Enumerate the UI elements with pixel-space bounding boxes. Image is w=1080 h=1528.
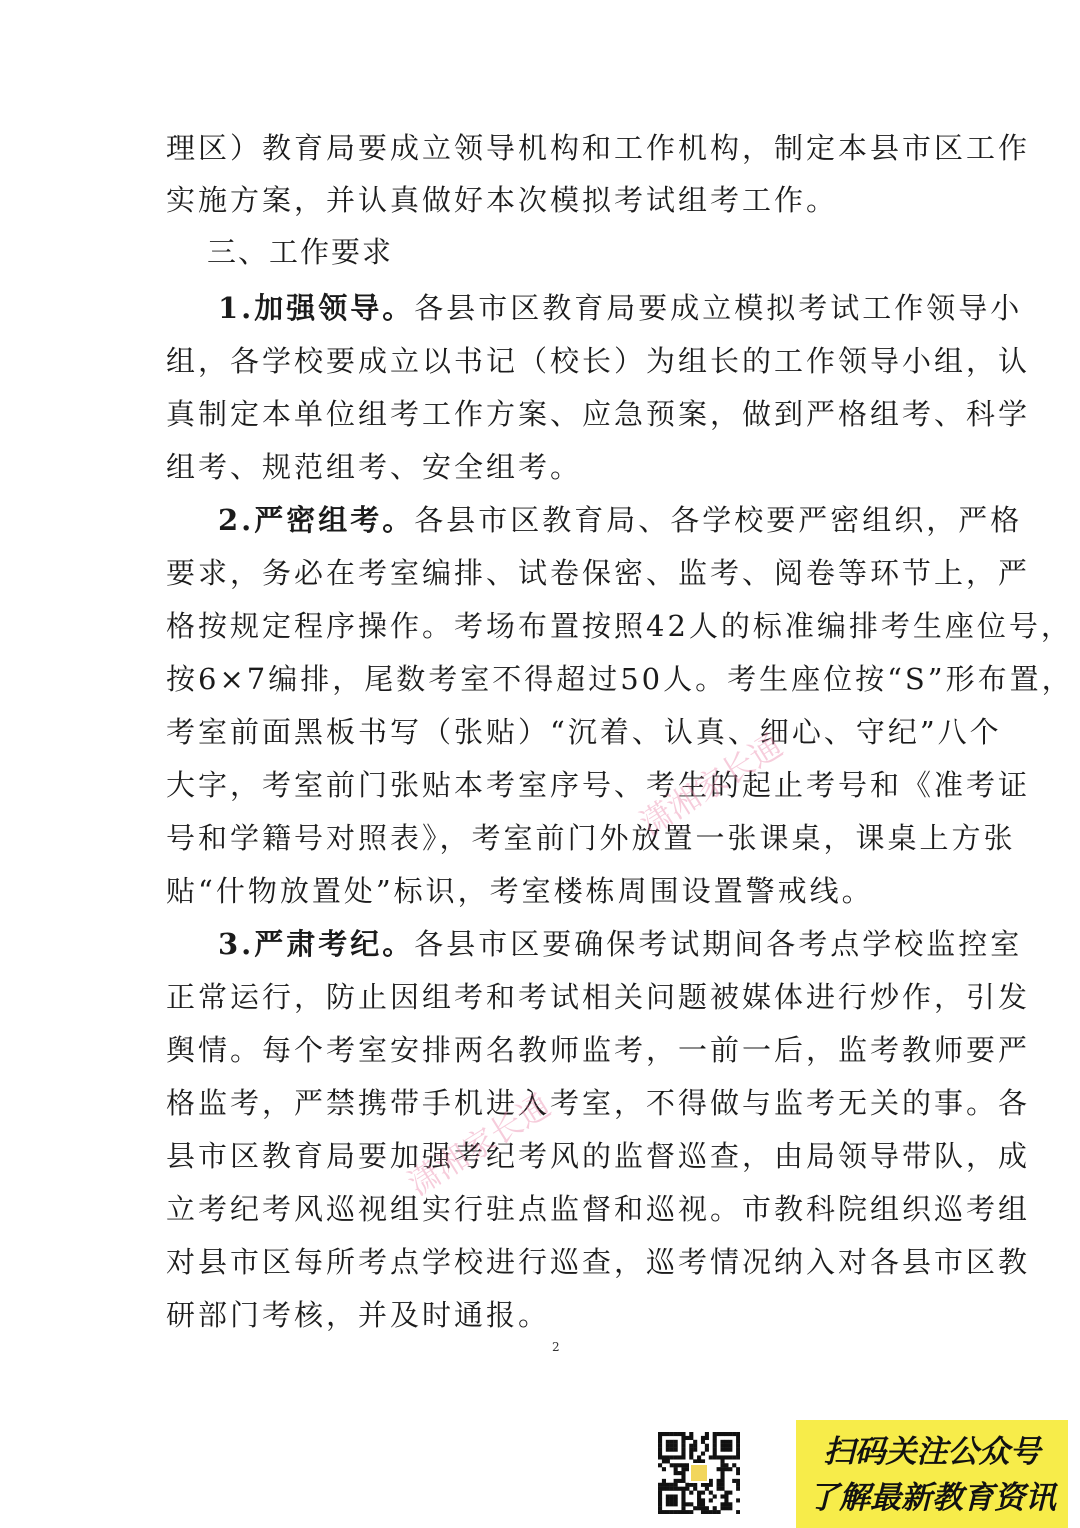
qr-module bbox=[658, 1432, 662, 1436]
item-3-title: 3.严肃考纪。 bbox=[218, 927, 415, 961]
qr-module bbox=[701, 1491, 705, 1495]
qr-module bbox=[674, 1471, 678, 1475]
qr-module bbox=[658, 1510, 662, 1514]
qr-module bbox=[693, 1444, 697, 1448]
qr-module bbox=[720, 1494, 724, 1498]
qr-module bbox=[697, 1494, 701, 1498]
qr-module bbox=[705, 1444, 709, 1448]
item-1-title: 1.加强领导。 bbox=[218, 291, 415, 325]
qr-module bbox=[701, 1452, 705, 1456]
qr-module bbox=[658, 1440, 662, 1444]
qr-module bbox=[674, 1494, 678, 1498]
qr-module bbox=[662, 1459, 666, 1463]
qr-module bbox=[674, 1432, 678, 1436]
qr-module bbox=[678, 1471, 682, 1475]
item-2-first-text: 各县市区教育局、各学校要严密组织，严格 bbox=[414, 503, 1023, 537]
item-1-first-text: 各县市区教育局要成立模拟考试工作领导小 bbox=[414, 291, 1023, 325]
qr-module bbox=[736, 1436, 740, 1440]
qr-module bbox=[681, 1471, 685, 1475]
qr-module bbox=[681, 1463, 685, 1467]
qr-module bbox=[674, 1448, 678, 1452]
qr-module bbox=[720, 1459, 724, 1463]
qr-module bbox=[720, 1471, 724, 1475]
qr-module bbox=[674, 1498, 678, 1502]
qr-module bbox=[670, 1502, 674, 1506]
doc-line: 正常运行，防止因组考和考试相关问题被媒体进行炒作，引发 bbox=[166, 980, 1031, 1014]
qr-module bbox=[674, 1463, 678, 1467]
qr-module bbox=[709, 1479, 713, 1483]
qr-module bbox=[681, 1436, 685, 1440]
qr-module bbox=[681, 1448, 685, 1452]
qr-module bbox=[701, 1498, 705, 1502]
qr-module bbox=[713, 1448, 717, 1452]
qr-module bbox=[709, 1498, 713, 1502]
qr-module bbox=[666, 1448, 670, 1452]
qr-module bbox=[697, 1498, 701, 1502]
qr-module bbox=[732, 1455, 736, 1459]
qr-module bbox=[693, 1487, 697, 1491]
doc-line: 组考、规范组考、安全组考。 bbox=[166, 450, 583, 484]
qr-module bbox=[658, 1436, 662, 1440]
qr-module bbox=[713, 1444, 717, 1448]
qr-module bbox=[666, 1498, 670, 1502]
qr-module bbox=[689, 1432, 693, 1436]
qr-module bbox=[658, 1483, 662, 1487]
section-heading: 三、工作要求 bbox=[207, 235, 394, 269]
qr-module bbox=[697, 1502, 701, 1506]
qr-module bbox=[658, 1498, 662, 1502]
qr-module bbox=[681, 1502, 685, 1506]
qr-module bbox=[689, 1444, 693, 1448]
qr-module bbox=[701, 1440, 705, 1444]
qr-module bbox=[713, 1510, 717, 1514]
qr-module bbox=[724, 1494, 728, 1498]
qr-module bbox=[713, 1455, 717, 1459]
qr-module bbox=[720, 1487, 724, 1491]
qr-module bbox=[670, 1444, 674, 1448]
qr-module bbox=[720, 1432, 724, 1436]
qr-logo-icon bbox=[689, 1463, 709, 1483]
qr-module bbox=[736, 1483, 740, 1487]
qr-module bbox=[736, 1455, 740, 1459]
doc-line: 格按规定程序操作。考场布置按照42人的标准编排考生座位号， bbox=[166, 609, 1073, 643]
qr-module bbox=[674, 1479, 678, 1483]
qr-module bbox=[701, 1510, 705, 1514]
qr-module bbox=[701, 1502, 705, 1506]
qr-module bbox=[728, 1432, 732, 1436]
qr-module bbox=[717, 1479, 721, 1483]
qr-module bbox=[724, 1432, 728, 1436]
qr-module bbox=[713, 1506, 717, 1510]
promo-line-2: 了解最新教育资讯 bbox=[808, 1480, 1056, 1516]
qr-module bbox=[666, 1455, 670, 1459]
qr-module bbox=[678, 1487, 682, 1491]
qr-module bbox=[736, 1440, 740, 1444]
qr-module bbox=[674, 1483, 678, 1487]
qr-module bbox=[662, 1455, 666, 1459]
qr-module bbox=[720, 1502, 724, 1506]
page-number: 2 bbox=[552, 1340, 560, 1354]
qr-module bbox=[670, 1483, 674, 1487]
doc-line: 格监考，严禁携带手机进入考室，不得做与监考无关的事。各 bbox=[166, 1086, 1031, 1120]
qr-module bbox=[717, 1455, 721, 1459]
qr-module bbox=[670, 1463, 674, 1467]
qr-module bbox=[670, 1498, 674, 1502]
doc-line: 实施方案，并认真做好本次模拟考试组考工作。 bbox=[166, 183, 839, 217]
doc-line: 县市区教育局要加强考纪考风的监督巡查，由局领导带队，成 bbox=[166, 1139, 1031, 1173]
qr-module bbox=[693, 1483, 697, 1487]
qr-module bbox=[705, 1436, 709, 1440]
qr-module bbox=[736, 1487, 740, 1491]
doc-line: 真制定本单位组考工作方案、应急预案，做到严格组考、科学 bbox=[166, 397, 1031, 431]
qr-module bbox=[724, 1455, 728, 1459]
qr-module bbox=[658, 1506, 662, 1510]
qr-module bbox=[717, 1510, 721, 1514]
qr-module bbox=[705, 1483, 709, 1487]
qr-module bbox=[666, 1487, 670, 1491]
qr-module bbox=[736, 1448, 740, 1452]
qr-module bbox=[709, 1483, 713, 1487]
qr-module bbox=[728, 1444, 732, 1448]
qr-module bbox=[681, 1440, 685, 1444]
qr-module bbox=[670, 1494, 674, 1498]
qr-module bbox=[658, 1452, 662, 1456]
qr-module bbox=[662, 1487, 666, 1491]
qr-module bbox=[658, 1502, 662, 1506]
qr-module bbox=[658, 1494, 662, 1498]
qr-module bbox=[666, 1440, 670, 1444]
qr-module bbox=[713, 1494, 717, 1498]
qr-module bbox=[717, 1467, 721, 1471]
qr-module bbox=[666, 1502, 670, 1506]
promo-line-1: 扫码关注公众号 bbox=[823, 1434, 1041, 1470]
qr-module bbox=[685, 1436, 689, 1440]
qr-module bbox=[678, 1463, 682, 1467]
qr-module bbox=[689, 1502, 693, 1506]
item-3-first-text: 各县市区要确保考试期间各考点学校监控室 bbox=[414, 927, 1023, 961]
qr-module bbox=[662, 1483, 666, 1487]
qr-module bbox=[685, 1510, 689, 1514]
qr-module bbox=[720, 1444, 724, 1448]
qr-module bbox=[674, 1440, 678, 1444]
qr-module bbox=[670, 1487, 674, 1491]
qr-module bbox=[717, 1432, 721, 1436]
qr-module bbox=[724, 1463, 728, 1467]
doc-line: 大字，考室前门张贴本考室序号、考生的起止考号和《准考证 bbox=[166, 768, 1031, 802]
qr-module bbox=[681, 1491, 685, 1495]
doc-line: 号和学籍号对照表》，考室前门外放置一张课桌，课桌上方张 bbox=[166, 821, 1016, 855]
qr-module bbox=[728, 1491, 732, 1495]
qr-module bbox=[717, 1487, 721, 1491]
qr-module bbox=[658, 1487, 662, 1491]
qr-module bbox=[674, 1487, 678, 1491]
qr-module bbox=[674, 1455, 678, 1459]
qr-module bbox=[713, 1452, 717, 1456]
qr-module bbox=[681, 1510, 685, 1514]
promo-banner bbox=[796, 1420, 1068, 1528]
qr-module bbox=[720, 1483, 724, 1487]
qr-module bbox=[681, 1452, 685, 1456]
qr-module bbox=[674, 1467, 678, 1471]
qr-module bbox=[693, 1506, 697, 1510]
qr-module bbox=[681, 1487, 685, 1491]
qr-code[interactable] bbox=[658, 1432, 740, 1514]
qr-module bbox=[658, 1463, 662, 1467]
qr-module bbox=[724, 1448, 728, 1452]
qr-module bbox=[662, 1479, 666, 1483]
qr-module bbox=[705, 1506, 709, 1510]
qr-module bbox=[670, 1448, 674, 1452]
doc-line: 组，各学校要成立以书记（校长）为组长的工作领导小组，认 bbox=[166, 344, 1031, 378]
qr-module bbox=[670, 1440, 674, 1444]
qr-module bbox=[689, 1448, 693, 1452]
qr-module bbox=[685, 1502, 689, 1506]
qr-module bbox=[705, 1510, 709, 1514]
qr-module bbox=[697, 1491, 701, 1495]
qr-module bbox=[713, 1432, 717, 1436]
qr-module bbox=[736, 1452, 740, 1456]
qr-module bbox=[689, 1452, 693, 1456]
qr-module bbox=[724, 1467, 728, 1471]
qr-module bbox=[666, 1432, 670, 1436]
qr-module bbox=[681, 1455, 685, 1459]
qr-module bbox=[670, 1510, 674, 1514]
qr-module bbox=[670, 1432, 674, 1436]
qr-module bbox=[736, 1471, 740, 1475]
qr-module bbox=[720, 1506, 724, 1510]
qr-module bbox=[681, 1432, 685, 1436]
qr-module bbox=[681, 1475, 685, 1479]
qr-module bbox=[658, 1455, 662, 1459]
qr-module bbox=[666, 1494, 670, 1498]
qr-module bbox=[728, 1506, 732, 1510]
qr-module bbox=[724, 1444, 728, 1448]
qr-module bbox=[681, 1479, 685, 1483]
qr-module bbox=[693, 1448, 697, 1452]
qr-module bbox=[666, 1459, 670, 1463]
qr-module bbox=[728, 1467, 732, 1471]
doc-line: 按6×7编排，尾数考室不得超过50人。考生座位按“S”形布置， bbox=[166, 662, 1074, 696]
qr-module bbox=[685, 1487, 689, 1491]
qr-module bbox=[713, 1440, 717, 1444]
qr-module bbox=[678, 1455, 682, 1459]
qr-module bbox=[724, 1491, 728, 1495]
qr-module bbox=[674, 1444, 678, 1448]
qr-module bbox=[662, 1510, 666, 1514]
qr-module bbox=[689, 1436, 693, 1440]
qr-module bbox=[728, 1502, 732, 1506]
doc-line: 贴“什物放置处”标识，考室楼栋周围设置警戒线。 bbox=[166, 874, 874, 908]
doc-line: 研部门考核，并及时通报。 bbox=[166, 1298, 551, 1332]
qr-module bbox=[658, 1444, 662, 1448]
qr-module bbox=[732, 1463, 736, 1467]
qr-module bbox=[705, 1448, 709, 1452]
qr-module bbox=[736, 1498, 740, 1502]
doc-line: 理区）教育局要成立领导机构和工作机构，制定本县市区工作 bbox=[166, 131, 1031, 165]
doc-line: 舆情。每个考室安排两名教师监考，一前一后，监考教师要严 bbox=[166, 1033, 1031, 1067]
qr-module bbox=[678, 1479, 682, 1483]
qr-module bbox=[728, 1448, 732, 1452]
qr-module bbox=[736, 1467, 740, 1471]
watermark: 潇湘家长通 bbox=[401, 1086, 557, 1204]
qr-module bbox=[689, 1483, 693, 1487]
qr-module bbox=[689, 1491, 693, 1495]
qr-module bbox=[724, 1502, 728, 1506]
qr-module bbox=[736, 1444, 740, 1448]
qr-module bbox=[697, 1455, 701, 1459]
qr-module bbox=[697, 1506, 701, 1510]
qr-module bbox=[709, 1455, 713, 1459]
doc-line: 要求，务必在考室编排、试卷保密、监考、阅卷等环节上，严 bbox=[166, 556, 1031, 590]
qr-module bbox=[701, 1506, 705, 1510]
qr-module bbox=[689, 1510, 693, 1514]
qr-module bbox=[658, 1448, 662, 1452]
qr-module bbox=[705, 1487, 709, 1491]
qr-module bbox=[709, 1510, 713, 1514]
doc-line: 对县市区每所考点学校进行巡查，巡考情况纳入对各县市区教 bbox=[166, 1245, 1031, 1279]
qr-module bbox=[724, 1506, 728, 1510]
qr-module bbox=[674, 1502, 678, 1506]
item-3-first-line bbox=[218, 924, 1023, 964]
qr-module bbox=[720, 1448, 724, 1452]
qr-module bbox=[732, 1479, 736, 1483]
qr-module bbox=[685, 1483, 689, 1487]
doc-line: 考室前面黑板书写（张贴）“沉着、认真、细心、守纪”八个 bbox=[166, 715, 1002, 749]
qr-module bbox=[681, 1494, 685, 1498]
qr-module bbox=[720, 1475, 724, 1479]
qr-module bbox=[724, 1498, 728, 1502]
qr-module bbox=[666, 1444, 670, 1448]
qr-module bbox=[681, 1506, 685, 1510]
qr-module bbox=[681, 1498, 685, 1502]
doc-line: 立考纪考风巡视组实行驻点监督和巡视。市教科院组织巡考组 bbox=[166, 1192, 1031, 1226]
qr-module bbox=[724, 1440, 728, 1444]
qr-module bbox=[736, 1510, 740, 1514]
qr-module bbox=[720, 1455, 724, 1459]
qr-module bbox=[681, 1444, 685, 1448]
qr-module bbox=[720, 1479, 724, 1483]
qr-module bbox=[701, 1483, 705, 1487]
qr-module bbox=[717, 1483, 721, 1487]
qr-module bbox=[736, 1479, 740, 1483]
qr-module bbox=[713, 1436, 717, 1440]
qr-module bbox=[720, 1463, 724, 1467]
qr-module bbox=[674, 1510, 678, 1514]
qr-module bbox=[678, 1510, 682, 1514]
qr-module bbox=[720, 1440, 724, 1444]
qr-module bbox=[732, 1432, 736, 1436]
qr-module bbox=[666, 1483, 670, 1487]
qr-module bbox=[728, 1440, 732, 1444]
item-1-first-line bbox=[218, 288, 1023, 328]
qr-module bbox=[693, 1440, 697, 1444]
qr-module bbox=[666, 1510, 670, 1514]
qr-module bbox=[662, 1432, 666, 1436]
qr-module bbox=[728, 1455, 732, 1459]
qr-module bbox=[670, 1455, 674, 1459]
item-2-first-line bbox=[218, 500, 1023, 540]
item-2-title: 2.严密组考。 bbox=[218, 503, 415, 537]
watermark: 潇湘家长通 bbox=[633, 726, 789, 844]
qr-module bbox=[658, 1491, 662, 1495]
qr-module bbox=[736, 1432, 740, 1436]
qr-module bbox=[705, 1432, 709, 1436]
qr-module bbox=[689, 1455, 693, 1459]
qr-module bbox=[709, 1491, 713, 1495]
qr-module bbox=[701, 1436, 705, 1440]
qr-module bbox=[681, 1467, 685, 1471]
qr-module bbox=[720, 1467, 724, 1471]
qr-module bbox=[662, 1467, 666, 1471]
qr-module bbox=[678, 1432, 682, 1436]
